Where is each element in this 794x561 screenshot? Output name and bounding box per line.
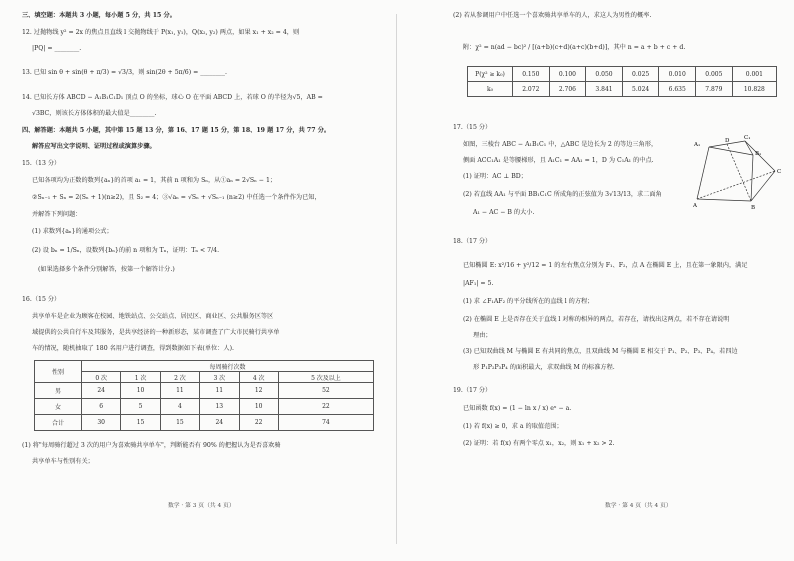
frustum-figure xyxy=(693,135,785,210)
question-19-part-2: (2) 证明：若 f(x) 有两个零点 x₁，x₂，则 x₁ + x₂ > 2. xyxy=(463,440,615,447)
question-18-part-2-line-1: (2) 在椭圆 E 上是否存在关于直线 l 对称的相异的两点，若存在，请找出这两点，若不存在请说明 xyxy=(463,316,730,323)
question-16-part-1-line-1: (1) 将"每周骑行超过 3 次的用户为喜欢骑共享单车"，判断能否有 90% 的把握认为是否喜欢骑 xyxy=(22,442,281,449)
table-cell: 0.050 xyxy=(586,67,623,82)
table-cell: 15 xyxy=(121,415,160,431)
table-cell: 10.828 xyxy=(732,82,776,97)
question-18-part-2-line-2: 理由； xyxy=(473,332,492,339)
page-4 xyxy=(397,0,794,561)
table-row xyxy=(468,67,777,82)
table-cell: 11 xyxy=(200,383,239,399)
table-cell: 10 xyxy=(239,399,278,415)
question-15-line-1: 已知各项均为正数的数列{aₙ}的首项 a₁ = 1，其前 n 项和为 Sₙ，从①aₙ = 2√Sₙ − 1； xyxy=(32,177,277,184)
riding-frequency-table xyxy=(34,360,374,431)
question-14-line-2: √3BC，则该长方体体积的最大值是________. xyxy=(32,110,157,117)
question-19-heading: 19.（17 分） xyxy=(453,387,492,394)
question-12-line-2: |PQ| = ________. xyxy=(32,45,82,52)
table-cell: 2.072 xyxy=(513,82,550,97)
table-cell: 15 xyxy=(160,415,199,431)
label-d: D xyxy=(725,138,730,144)
table-col-header: 2 次 xyxy=(160,372,199,383)
table-cell: 5.024 xyxy=(622,82,659,97)
table-cell: 7.879 xyxy=(696,82,733,97)
table-cell: 52 xyxy=(278,383,373,399)
question-16-part-2: (2) 若从参调用户中任选一个喜欢骑共享单车的人，求这人为男性的概率. xyxy=(453,12,652,19)
label-c: C xyxy=(777,169,782,175)
table-cell: 0.005 xyxy=(696,67,733,82)
table-row xyxy=(35,383,374,399)
table-cell: 女 xyxy=(35,399,82,415)
question-17-line-1: 如图，三棱台 ABC − A₁B₁C₁ 中，△ABC 是边长为 2 的等边三角形， xyxy=(463,141,658,148)
section-4-title-line-2: 解答应写出文字说明、证明过程或演算步骤。 xyxy=(32,143,156,150)
table-cell: 0.100 xyxy=(549,67,586,82)
critical-value-table xyxy=(467,66,777,97)
table-cell: 6.635 xyxy=(659,82,696,97)
table-cell: 0.025 xyxy=(622,67,659,82)
table-group-header: 每周骑行次数 xyxy=(82,361,374,372)
table-row xyxy=(468,82,777,97)
question-18-part-1: (1) 求 ∠F₁AF₂ 的平分线所在的直线 l 的方程； xyxy=(463,298,594,305)
question-17-part-2-line-2: A₁ − AC − B 的大小. xyxy=(473,209,535,216)
table-cell: 合计 xyxy=(35,415,82,431)
question-19-part-1: (1) 若 f(x) ≥ 0，求 a 的取值范围； xyxy=(463,423,563,430)
question-18-part-3-line-2: 形 P₁P₂P₃P₄ 的面积最大，求双曲线 M 的标准方程. xyxy=(473,364,615,371)
table-cell: 24 xyxy=(82,383,121,399)
table-cell: 22 xyxy=(239,415,278,431)
edge-b1-b xyxy=(751,155,753,201)
question-16-line-2: 域提供的公共自行车及其服务，是共享经济的一种新形态，某市调查了广大市民骑行共享单 xyxy=(32,329,280,336)
table-cell: 12 xyxy=(239,383,278,399)
label-b1: B₁ xyxy=(755,151,762,157)
table-cell: 0.010 xyxy=(659,67,696,82)
table-cell: 24 xyxy=(200,415,239,431)
question-16-line-3: 车的情况，随机抽取了 180 名用户进行调查，得到数据如下表(单位：人). xyxy=(32,345,234,352)
question-15-line-3: 并解答下列问题： xyxy=(32,211,82,218)
table-cell: 男 xyxy=(35,383,82,399)
table-cell: 22 xyxy=(278,399,373,415)
table-cell: P(χ² ≥ k₀) xyxy=(468,67,513,82)
section-4-title-line-1: 四、解答题：本题共 5 小题，其中第 15 题 13 分，第 16、17 题 15 分，第 18、19 题 17 分，共 77 分。 xyxy=(22,127,331,134)
table-cell: 5 xyxy=(121,399,160,415)
table-col-header: 4 次 xyxy=(239,372,278,383)
question-12-line-1: 12. 过抛物线 y² = 2x 的焦点且直线 l 交抛物线于 P(x₁, y₁)，Q(x₂, y₂) 两点，如果 x₁ + x₂ = 4，则 xyxy=(22,29,300,36)
table-cell: 13 xyxy=(200,399,239,415)
label-a: A xyxy=(693,203,697,209)
question-16-part-1-line-2: 共享单车与性别有关； xyxy=(32,458,94,465)
table-cell: 6 xyxy=(82,399,121,415)
table-cell: k₀ xyxy=(468,82,513,97)
question-17-part-2-line-1: (2) 若直线 AA₁ 与平面 BB₁C₁C 所成角的正弦值为 3√13/13，求二面角 xyxy=(463,191,662,198)
section-3-title: 三、填空题：本题共 3 小题，每小题 5 分，共 15 分。 xyxy=(22,12,176,19)
table-cell: 74 xyxy=(278,415,373,431)
table-col-header: 0 次 xyxy=(82,372,121,383)
edge-a-b xyxy=(697,199,751,201)
question-16-line-1: 共享单车是企业为顾客在校园、地铁站点、公交站点、居民区、商业区、公共服务区等区 xyxy=(32,313,274,320)
page-3-footer: 数学 · 第 3 页（共 4 页） xyxy=(168,503,235,509)
question-15-note: (如果选择多个条件分别解答，按第一个解答计分.) xyxy=(38,266,175,273)
table-cell: 0.001 xyxy=(732,67,776,82)
edge-a-c xyxy=(697,171,775,199)
question-18-line-1: 已知椭圆 E: x²/16 + y²/12 = 1 的左右焦点分别为 F₁、F₂，点 A 在椭圆 E 上，且在第一象限内，满足 xyxy=(463,262,748,269)
table-cell: 10 xyxy=(121,383,160,399)
question-18-part-3-line-1: (3) 已知双曲线 M 与椭圆 E 有共同的焦点，且双曲线 M 与椭圆 E 相交于 P₁、P₂、P₃、P₄，若四边 xyxy=(463,348,738,355)
edge-a1-a xyxy=(697,147,709,199)
question-17-heading: 17.（15 分） xyxy=(453,124,492,131)
table-col-header: 5 次及以上 xyxy=(278,372,373,383)
question-19-line-1: 已知函数 f(x) = (1 − ln x / x) eˣ − a. xyxy=(463,405,572,412)
question-15-part-1: (1) 求数列{aₙ}的通项公式； xyxy=(32,228,113,235)
table-row xyxy=(35,399,374,415)
label-c1: C₁ xyxy=(744,135,751,141)
question-17-part-1: (1) 证明：AC ⊥ BD； xyxy=(463,173,527,180)
question-15-heading: 15.（13 分） xyxy=(22,160,61,167)
chi-square-formula: 附：χ² = n(ad − bc)² / [(a+b)(c+d)(a+c)(b+d)]，其中 n = a + b + c + d. xyxy=(463,44,686,51)
table-row xyxy=(35,415,374,431)
question-18-line-2: |AF₁| = 5. xyxy=(463,280,494,287)
table-corner-cell: 性别 xyxy=(35,361,82,383)
question-13: 13. 已知 sin θ + sin(θ + π/3) = √3/3，则 sin(2θ + 5π/6) = ________. xyxy=(22,69,227,76)
question-17-line-2: 侧面 ACC₁A₁ 是等腰梯形，且 A₁C₁ = AA₁ = 1，D 为 C₁A₁ 的中点. xyxy=(463,157,654,164)
table-col-header: 1 次 xyxy=(121,372,160,383)
table-col-header: 3 次 xyxy=(200,372,239,383)
question-18-heading: 18.（17 分） xyxy=(453,238,492,245)
page-4-footer: 数学 · 第 4 页（共 4 页） xyxy=(605,503,672,509)
table-cell: 4 xyxy=(160,399,199,415)
table-cell: 3.841 xyxy=(586,82,623,97)
question-15-part-2: (2) 设 bₙ = 1/Sₙ，设数列{bₙ}的前 n 项和为 Tₙ，证明：Tₙ < 7/4. xyxy=(32,247,220,254)
table-cell: 2.706 xyxy=(549,82,586,97)
label-a1: A₁ xyxy=(694,142,701,148)
table-cell: 11 xyxy=(160,383,199,399)
question-16-heading: 16.（15 分） xyxy=(22,296,61,303)
label-b: B xyxy=(751,205,756,210)
question-14-line-1: 14. 已知长方体 ABCD − A₁B₁C₁D₁ 顶点 O 的坐标，球心 O 在平面 ABCD 上，若球 O 的半径为√5，AB = xyxy=(22,94,323,101)
table-cell: 0.150 xyxy=(513,67,550,82)
table-cell: 30 xyxy=(82,415,121,431)
question-15-line-2: ②Sₙ₋₁ + Sₙ = 2(Sₙ + 1)(n≥2)，且 S₂ = 4；③√aₙ = √Sₙ + √Sₙ₋₁ (n≥2) 中任选一个条件作为已知， xyxy=(32,194,321,201)
